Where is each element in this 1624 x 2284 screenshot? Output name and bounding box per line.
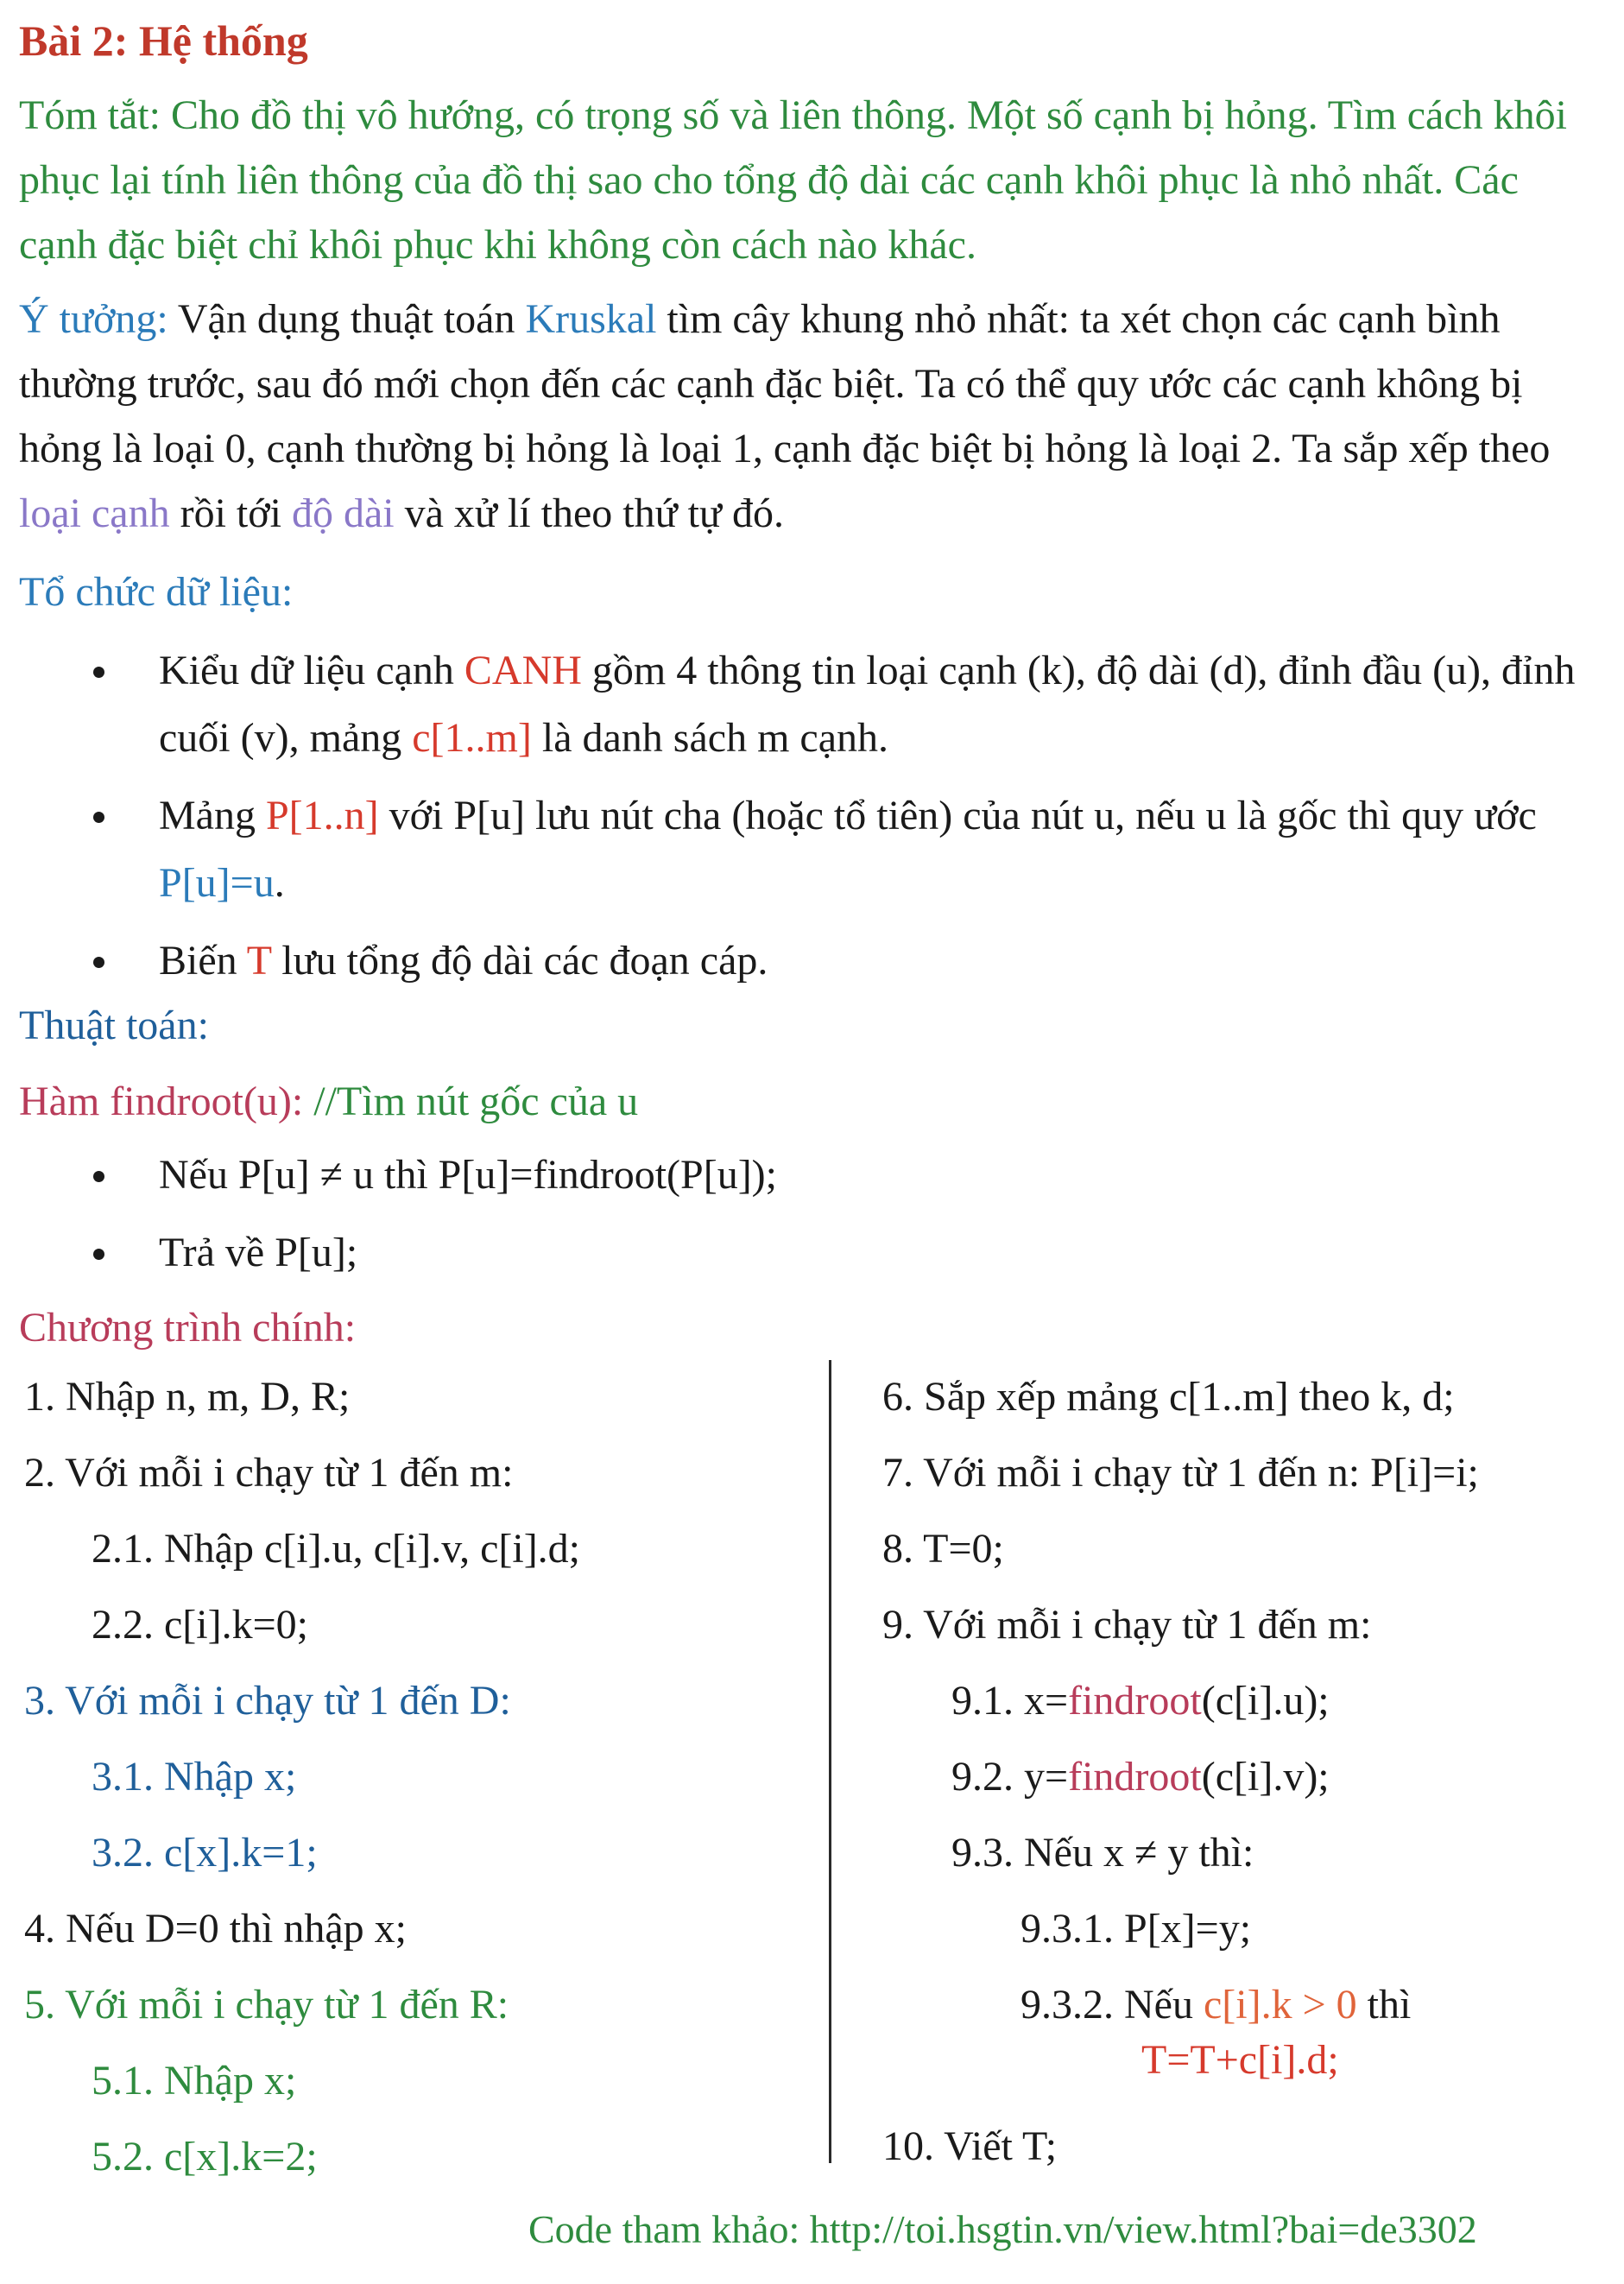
text: Nếu P[u] ≠ u thì P[u]=findroot(P[u]); xyxy=(159,1152,777,1198)
findroot-heading xyxy=(19,1078,638,1125)
idea-text-1: Vận dụng thuật toán xyxy=(167,296,526,342)
algorithm-heading: Thuật toán: xyxy=(19,1003,209,1048)
text: Trả về P[u]; xyxy=(159,1230,358,1275)
step-9-3-2 xyxy=(1021,1981,1411,2028)
step-4: 4. Nếu D=0 thì nhập x; xyxy=(24,1906,408,1952)
list-item xyxy=(19,637,1604,772)
text: (c[i].v); xyxy=(1201,1754,1330,1800)
t-term: T xyxy=(246,938,272,984)
findroot-call: findroot xyxy=(1068,1678,1202,1724)
findroot-call: findroot xyxy=(1068,1754,1202,1800)
step-9-2 xyxy=(951,1753,1330,1800)
step-5-2: 5.2. c[x].k=2; xyxy=(92,2134,318,2180)
text: Kiểu dữ liệu cạnh xyxy=(159,648,464,693)
text: là danh sách m cạnh. xyxy=(531,715,889,761)
main-program-heading: Chương trình chính: xyxy=(19,1305,357,1351)
step-7: 7. Với mỗi i chạy từ 1 đến n: P[i]=i; xyxy=(882,1450,1479,1496)
idea-paragraph xyxy=(19,287,1604,546)
step-3-1: 3.1. Nhập x; xyxy=(92,1754,297,1800)
step-6: 6. Sắp xếp mảng c[1..m] theo k, d; xyxy=(882,1374,1455,1420)
pu-term: P[u]=u xyxy=(159,860,275,906)
list-item xyxy=(19,1142,1604,1209)
idea-text-4: và xử lí theo thứ tự đó. xyxy=(394,490,784,536)
text: gồm 4 thông tin loại cạnh (k), độ dài (d), đỉnh đầu (u), đỉnh cuối (v), mảng xyxy=(159,648,1576,761)
p-array-term: P[1..n] xyxy=(265,793,379,838)
summary-paragraph xyxy=(19,83,1604,277)
findroot-label: Hàm findroot(u): xyxy=(19,1079,304,1124)
list-item xyxy=(19,1219,1604,1287)
idea-text-2: tìm cây khung nhỏ nhất: ta xét chọn các cạnh bình thường trước, sau đó mới chọn đến các cạnh đặc biệt. Ta có thể quy ước các cạnh không bị hỏng là loại 0, cạnh thường bị hỏng là loại 1, cạnh đặc biệt bị hỏng là loại 2. Ta sắp xếp theo xyxy=(19,296,1551,471)
text: (c[i].u); xyxy=(1201,1678,1330,1724)
step-5: 5. Với mỗi i chạy từ 1 đến R: xyxy=(24,1982,509,2028)
data-org-heading: Tổ chức dữ liệu: xyxy=(19,569,294,615)
text: Biến xyxy=(159,938,247,984)
step-9: 9. Với mỗi i chạy từ 1 đến m: xyxy=(882,1602,1372,1648)
list-item xyxy=(19,927,1604,995)
text: 9.1. x= xyxy=(951,1678,1069,1724)
text: 9.2. y= xyxy=(951,1754,1069,1800)
text: lưu tổng độ dài các đoạn cáp. xyxy=(271,938,768,984)
canh-term: CANH xyxy=(464,648,582,693)
step-5-1: 5.1. Nhập x; xyxy=(92,2058,297,2104)
text: . xyxy=(274,860,285,906)
summary-label: Tóm tắt: xyxy=(19,92,161,138)
column-divider xyxy=(829,1360,831,2163)
idea-label: Ý tưởng: xyxy=(19,296,168,342)
loai-canh-term: loại cạnh xyxy=(19,490,170,536)
findroot-comment: //Tìm nút gốc của u xyxy=(303,1079,639,1124)
step-2-2: 2.2. c[i].k=0; xyxy=(92,1602,309,1648)
data-org-list xyxy=(19,637,1604,1005)
step-9-1 xyxy=(951,1677,1330,1724)
right-steps xyxy=(882,1373,1608,2176)
problem-title: Bài 2: Hệ thống xyxy=(19,16,308,65)
text: 9.3.2. Nếu xyxy=(1021,1982,1204,2028)
text: với P[u] lưu nút cha (hoặc tổ tiên) của nút u, nếu u là gốc thì quy ước xyxy=(378,793,1537,838)
step-2: 2. Với mỗi i chạy từ 1 đến m: xyxy=(24,1450,514,1496)
do-dai-term: độ dài xyxy=(291,490,395,536)
step-3-2: 3.2. c[x].k=1; xyxy=(92,1830,318,1876)
step-9-3-1: 9.3.1. P[x]=y; xyxy=(1021,1906,1252,1952)
kruskal-term: Kruskal xyxy=(525,296,657,342)
reference-code-link[interactable]: Code tham khảo: http://toi.hsgtin.vn/view.html?bai=de3302 xyxy=(528,2207,1477,2251)
text: thì xyxy=(1356,1982,1412,2028)
step-3: 3. Với mỗi i chạy từ 1 đến D: xyxy=(24,1678,511,1724)
step-9-3: 9.3. Nếu x ≠ y thì: xyxy=(951,1830,1254,1876)
step-10: 10. Viết T; xyxy=(882,2123,1058,2169)
step-1: 1. Nhập n, m, D, R; xyxy=(24,1374,351,1420)
c-array-term: c[1..m] xyxy=(412,715,532,761)
findroot-list xyxy=(19,1142,1604,1297)
idea-text-3: rồi tới xyxy=(169,490,292,536)
step-2-1: 2.1. Nhập c[i].u, c[i].v, c[i].d; xyxy=(92,1526,581,1572)
text: Mảng xyxy=(159,793,266,838)
step-9-3-2-body: T=T+c[i].d; xyxy=(1141,2037,1339,2083)
step-8: 8. T=0; xyxy=(882,1526,1004,1572)
condition-term: c[i].k > 0 xyxy=(1203,1982,1357,2028)
left-steps xyxy=(19,1373,796,2180)
list-item xyxy=(19,782,1604,917)
summary-text: Cho đồ thị vô hướng, có trọng số và liên thông. Một số cạnh bị hỏng. Tìm cách khôi phục lại tính liên thông của đồ thị sao cho tổng độ dài các cạnh khôi phục là nhỏ nhất. Các cạnh đặc biệt chỉ khôi phục khi không còn cách nào khác. xyxy=(19,92,1567,268)
